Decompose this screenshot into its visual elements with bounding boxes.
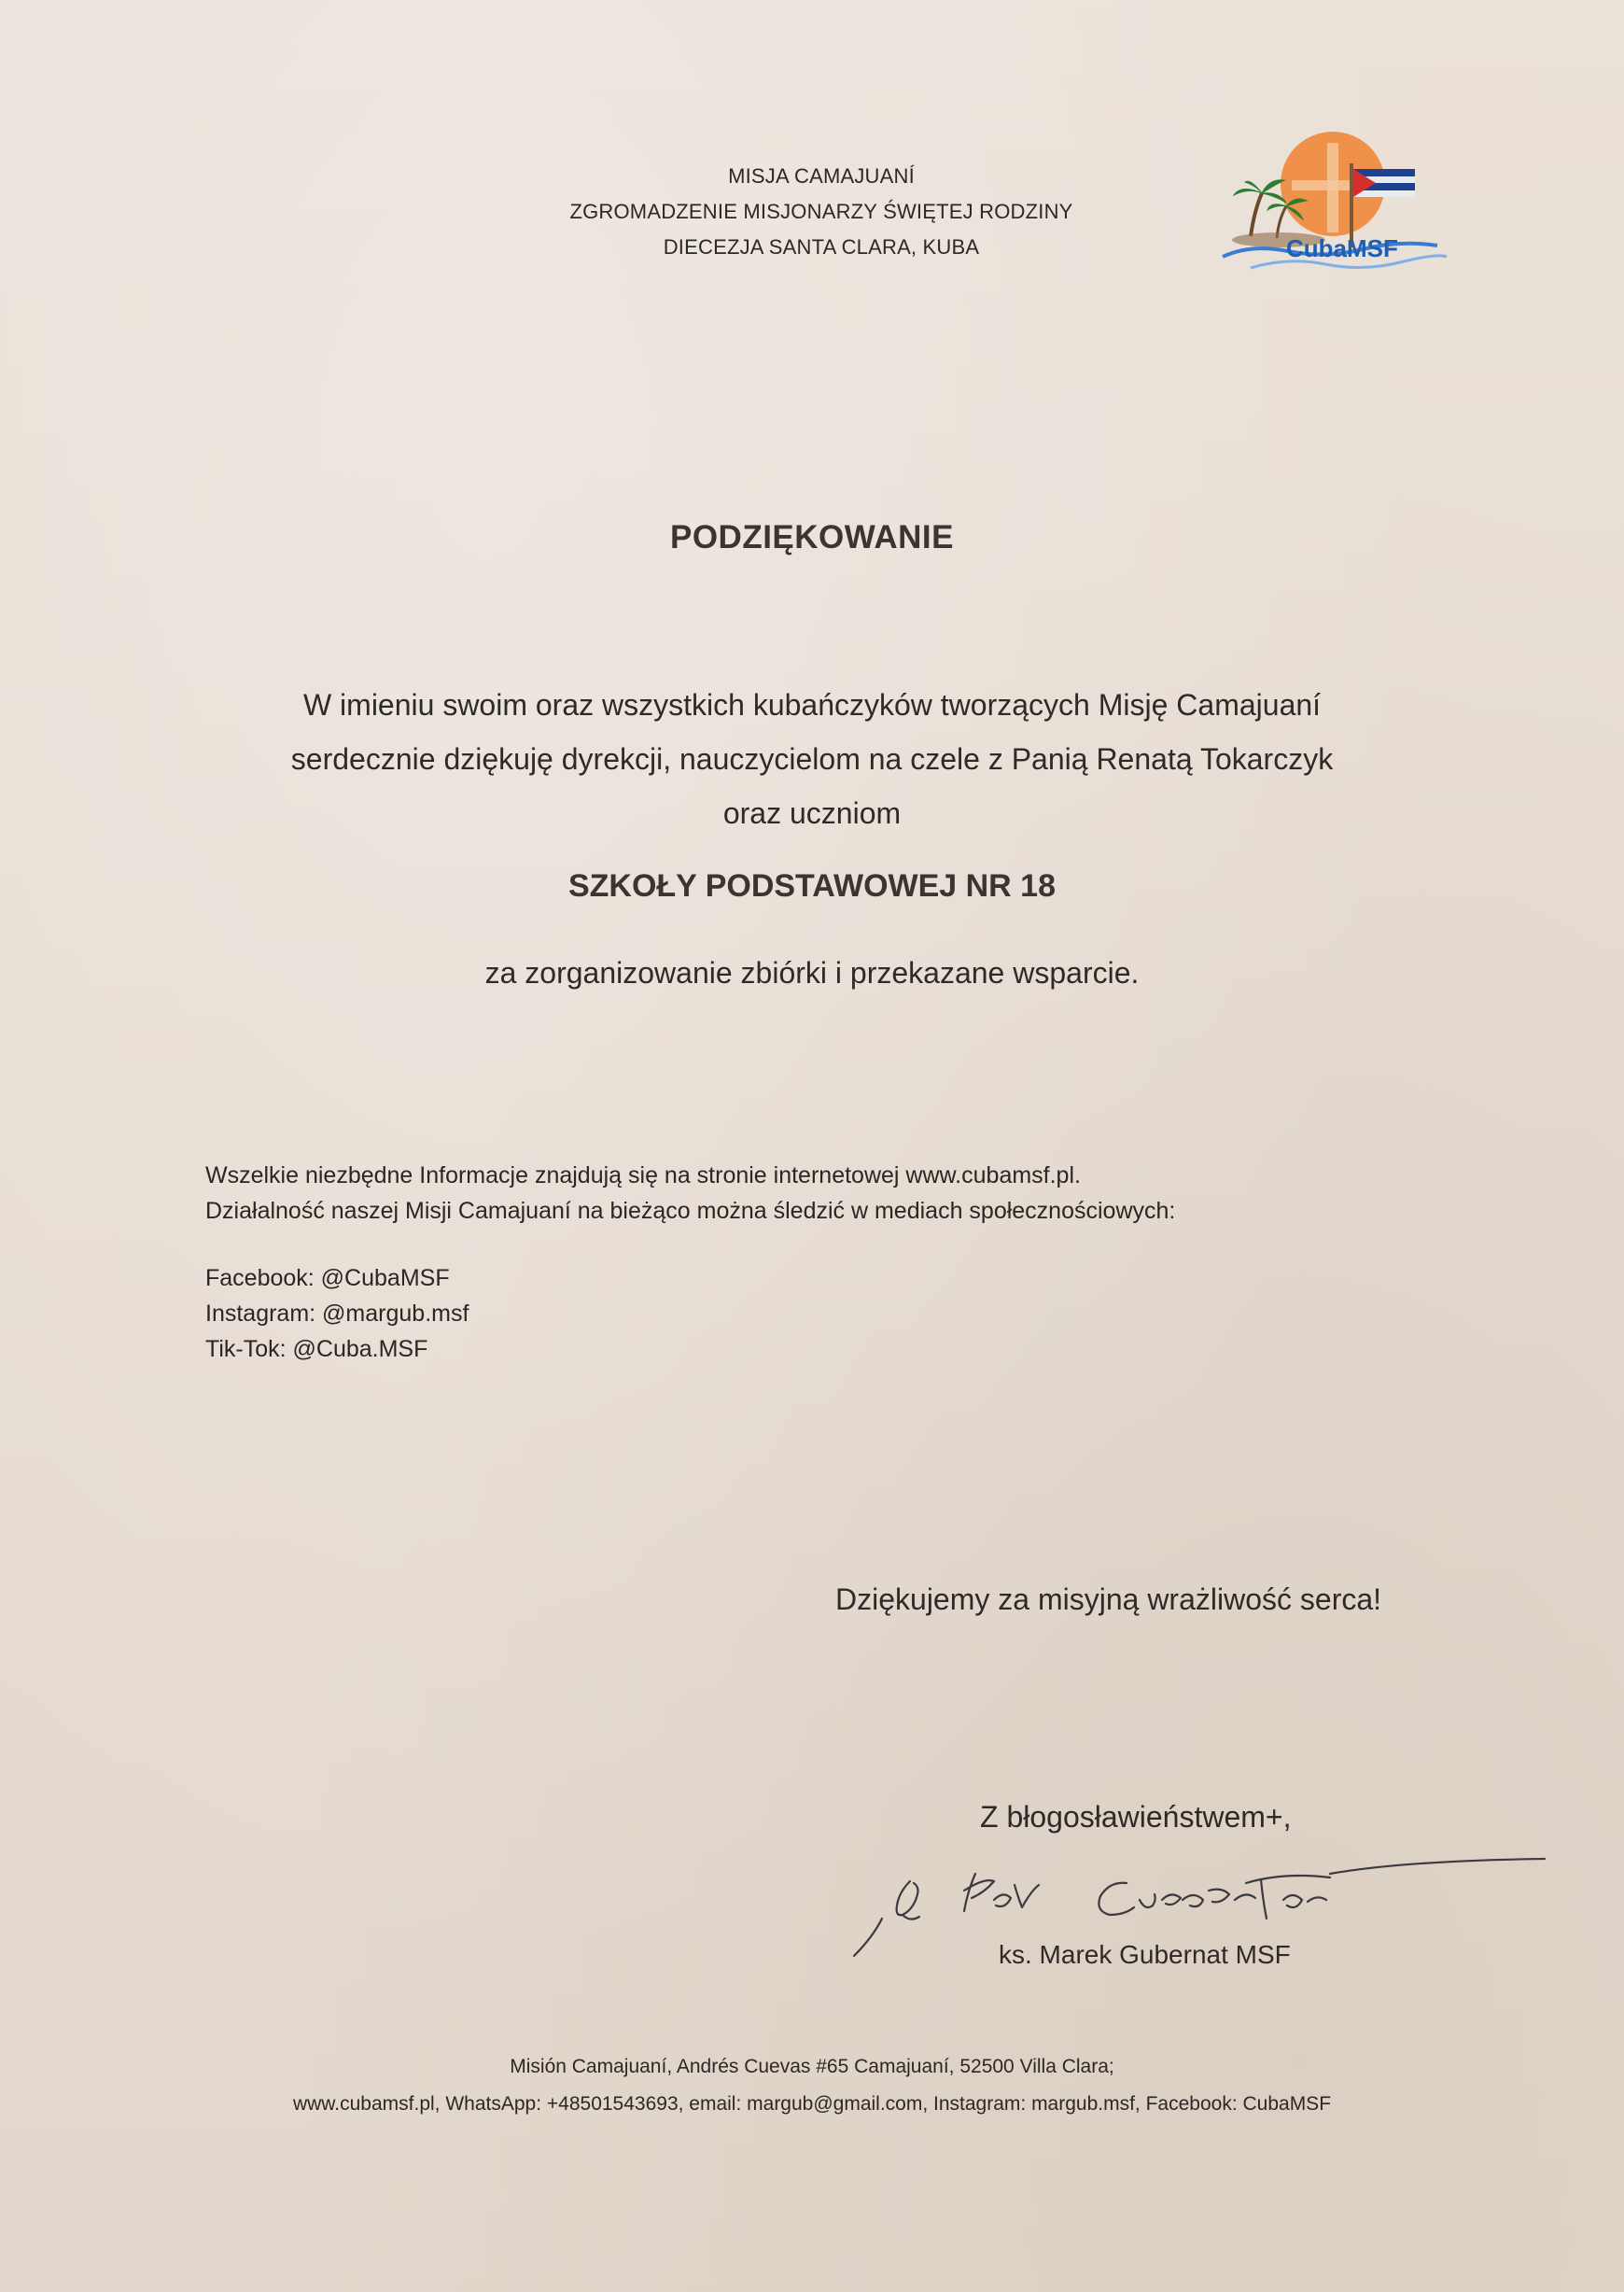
closing-thanks: Dziękujemy za misyjną wrażliwość serca! — [835, 1582, 1382, 1616]
social-facebook: Facebook: @CubaMSF — [205, 1265, 450, 1291]
intro-paragraph — [159, 678, 1465, 840]
letterhead-mission: MISJA CAMAJUANÍ — [728, 164, 915, 188]
social-instagram: Instagram: @margub.msf — [205, 1301, 469, 1327]
info-line-2: Działalność naszej Misji Camajuaní na bieżąco można śledzić w mediach społecznościowych: — [205, 1198, 1176, 1224]
page-footer — [0, 2048, 1624, 2123]
letterhead — [485, 159, 1157, 265]
signer-name: ks. Marek Gubernat MSF — [999, 1940, 1291, 1969]
document-title: PODZIĘKOWANIE — [669, 519, 955, 555]
thanks-reason: za zorganizowanie zbiórki i przekazane wsparcie. — [484, 956, 1140, 990]
letterhead-diocese: DIECEZJA SANTA CLARA, KUBA — [663, 235, 980, 259]
logo-text: CubaMSF — [1286, 234, 1398, 262]
social-media-list — [205, 1260, 952, 1367]
cubamsf-logo — [1213, 126, 1456, 285]
social-tiktok: Tik-Tok: @Cuba.MSF — [205, 1336, 428, 1362]
intro-line-1: W imieniu swoim oraz wszystkich kubańczyków tworzących Misję Camajuaní — [302, 688, 1322, 722]
intro-line-3: oraz uczniom — [722, 796, 902, 830]
footer-contacts: www.cubamsf.pl, WhatsApp: +48501543693, email: margub@gmail.com, Instagram: margub.msf, Facebook: CubaMSF — [292, 2093, 1332, 2115]
info-line-1: Wszelkie niezbędne Informacje znajdują się na stronie internetowej www.cubamsf.pl. — [205, 1162, 1081, 1188]
info-paragraph — [205, 1158, 1419, 1229]
intro-line-2: serdecznie dziękuję dyrekcji, nauczycielom na czele z Panią Renatą Tokarczyk — [290, 742, 1334, 776]
school-name: SZKOŁY PODSTAWOWEJ NR 18 — [567, 868, 1057, 904]
footer-address: Misión Camajuaní, Andrés Cuevas #65 Camajuaní, 52500 Villa Clara; — [510, 2056, 1114, 2077]
letterhead-congregation: ZGROMADZENIE MISJONARZY ŚWIĘTEJ RODZINY — [569, 200, 1073, 223]
blessing-salutation: Z błogosławieństwem+, — [980, 1800, 1292, 1834]
